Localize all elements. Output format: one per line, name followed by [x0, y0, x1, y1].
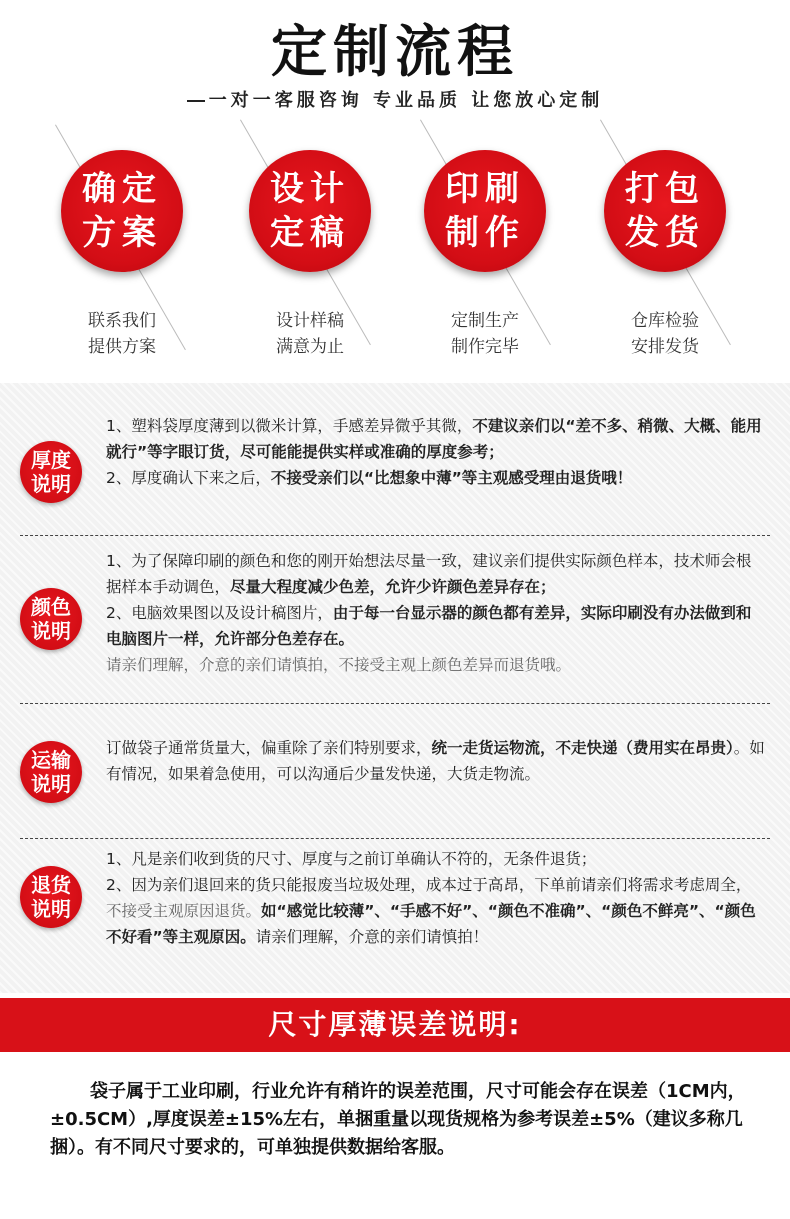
- note-body: [106, 735, 766, 787]
- page-subtitle: [0, 86, 790, 112]
- step-description: [405, 308, 565, 360]
- text-span-bold: 不接受亲们以“比想象中薄”等主观感受理由退货哦！: [270, 469, 633, 487]
- text-span: 请亲们理解，介意的亲们请慎拍！: [255, 928, 489, 946]
- step-desc-line2: 提供方案: [88, 337, 156, 357]
- step-desc-line1: 定制生产: [451, 311, 519, 331]
- step-circle: [61, 150, 183, 272]
- step-description: [585, 308, 745, 360]
- text-span: 订做袋子通常货量大，偏重除了亲们特别要求，: [106, 739, 432, 757]
- step-title-line2: 定稿: [270, 213, 350, 253]
- subtitle-text: 一对一客服咨询 专业品质 让您放心定制: [208, 90, 604, 111]
- step-confirm-plan: [42, 150, 202, 360]
- badge-line2: 说明: [31, 897, 71, 921]
- note-body: [106, 548, 766, 678]
- notes-section: [0, 383, 790, 993]
- badge-line1: 颜色: [31, 595, 71, 619]
- page-title: 定制流程: [271, 20, 519, 85]
- badge-line2: 说明: [31, 472, 71, 496]
- step-print: [405, 150, 565, 360]
- note-paragraph: [106, 600, 766, 652]
- text-span-gray: 不接受主观原因退货。: [106, 902, 262, 920]
- note-paragraph: [106, 548, 766, 600]
- step-ship: [585, 150, 745, 360]
- text-span: 。如有情况，如果着急使用，可以沟通后少量发快递，大货走物流。: [106, 739, 765, 783]
- error-tolerance-banner: 尺寸厚薄误差说明:: [0, 998, 790, 1052]
- step-desc-line1: 设计样稿: [276, 311, 344, 331]
- step-title-line1: 打包: [625, 169, 705, 209]
- text-span-bold: 如“感觉比较薄”、“手感不好”、“颜色不准确”、“颜色不鲜亮”、“颜色不好看”等主观原因。: [106, 902, 756, 946]
- text-span: 2、因为亲们退回来的货只能报废当垃圾处理，成本过于高昂，下单前请亲们将需求考虑周全，: [106, 876, 752, 894]
- step-circle: [604, 150, 726, 272]
- note-paragraph: [106, 872, 766, 950]
- badge-line2: 说明: [31, 772, 71, 796]
- note-badge: [20, 441, 82, 503]
- tolerance-description: 袋子属于工业印刷，行业允许有稍许的误差范围，尺寸可能会存在误差（1CM内，±0.5CM）,厚度误差±15%左右，单捆重量以现货规格为参考误差±5%（建议多称几捆）。有不同尺寸要求的，可单独提供数据给客服。: [50, 1081, 746, 1158]
- note-paragraph: 请亲们理解，介意的亲们请慎拍，不接受主观上颜色差异而退货哦。: [106, 656, 572, 674]
- step-desc-line1: 联系我们: [88, 311, 156, 331]
- text-span: 1、塑料袋厚度薄到以微米计算，手感差异微乎其微，: [106, 417, 473, 435]
- step-desc-line1: 仓库检验: [631, 311, 699, 331]
- text-span-bold: 由于每一台显示器的颜色都有差异，实际印刷没有办法做到和电脑图片一样，允许部分色差存在。: [106, 604, 752, 648]
- dash-decoration: [187, 100, 205, 102]
- dashed-divider: [20, 838, 770, 839]
- step-description: [42, 308, 202, 360]
- step-title-line1: 印刷: [445, 169, 525, 209]
- step-title-line1: 设计: [270, 169, 350, 209]
- step-desc-line2: 制作完毕: [451, 337, 519, 357]
- badge-line1: 厚度: [31, 448, 71, 472]
- dashed-divider: [20, 535, 770, 536]
- step-title-line2: 制作: [445, 213, 525, 253]
- text-span-bold: 尽量大程度减少色差，允许少许颜色差异存在；: [230, 578, 556, 596]
- badge-line1: 运输: [31, 748, 71, 772]
- note-body: [106, 846, 766, 950]
- step-circle: [249, 150, 371, 272]
- step-circle: [424, 150, 546, 272]
- step-title-line1: 确定: [82, 169, 162, 209]
- note-badge: [20, 866, 82, 928]
- note-badge: [20, 588, 82, 650]
- text-span: 2、电脑效果图以及设计稿图片，: [106, 604, 333, 622]
- note-paragraph: [106, 413, 766, 465]
- dashed-divider: [20, 703, 770, 704]
- note-paragraph: 1、凡是亲们收到货的尺寸、厚度与之前订单确认不符的，无条件退货；: [106, 850, 597, 868]
- step-desc-line2: 安排发货: [631, 337, 699, 357]
- step-desc-line2: 满意为止: [276, 337, 344, 357]
- text-span-bold: 不建议亲们以“差不多、稍微、大概、能用就行”等字眼订货，尽可能能提供实样或准确的厚度参考；: [106, 417, 762, 461]
- badge-line1: 退货: [31, 873, 71, 897]
- note-badge: [20, 741, 82, 803]
- step-title-line2: 发货: [625, 213, 705, 253]
- text-span: 1、为了保障印刷的颜色和您的刚开始想法尽量一致，建议亲们提供实际颜色样本，技术师会根据样本手动调色，: [106, 552, 752, 596]
- process-steps: [0, 120, 790, 380]
- text-span-bold: 统一走货运物流，不走快递（费用实在昂贵）: [431, 739, 734, 757]
- step-design: [230, 150, 390, 360]
- step-description: [230, 308, 390, 360]
- note-paragraph: [106, 735, 766, 787]
- step-title-line2: 方案: [82, 213, 162, 253]
- text-span: 2、厚度确认下来之后，: [106, 469, 271, 487]
- note-body: [106, 413, 766, 491]
- note-paragraph: [106, 465, 766, 491]
- badge-line2: 说明: [31, 619, 71, 643]
